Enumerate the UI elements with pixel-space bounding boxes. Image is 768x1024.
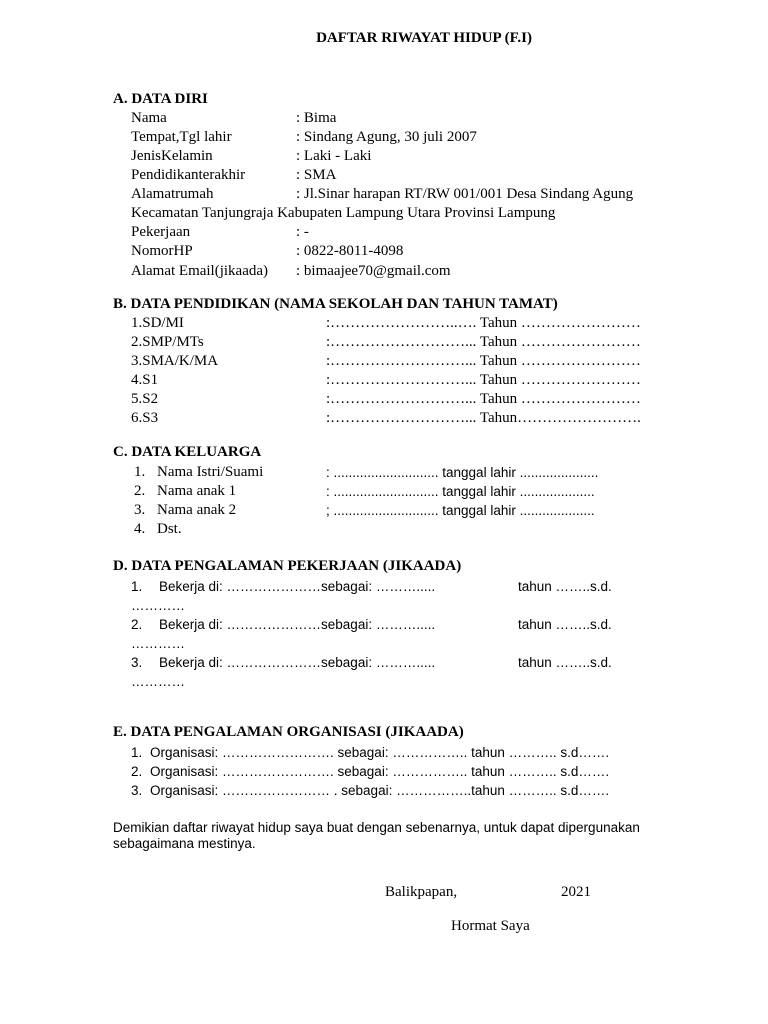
list-number: 2. — [131, 764, 143, 779]
work-entry: Bekerja di: …………………sebagai: ………..... — [159, 617, 436, 632]
field-label: Alamat Email(jikaada) — [131, 263, 269, 279]
page-title: DAFTAR RIWAYAT HIDUP (F.I) — [316, 30, 532, 46]
education-label: 3.SMA/K/MA — [131, 353, 219, 369]
list-number: 3. — [134, 502, 146, 518]
family-value: : ............................ tanggal lahir ..................... — [326, 465, 599, 480]
list-number: 1. — [131, 579, 143, 594]
education-value: :……………………..…. Tahun …………………… — [326, 315, 641, 331]
work-continuation: ………… — [131, 636, 185, 651]
family-value: : ............................ tanggal lahir .................... — [326, 484, 595, 499]
field-value: : 0822-8011-4098 — [296, 243, 404, 259]
education-value: :………………………... Tahun……………………. — [326, 410, 641, 426]
family-value: ; ............................ tanggal lahir .................... — [326, 503, 595, 518]
list-number: 4. — [134, 521, 146, 537]
education-value: :………………………... Tahun …………………… — [326, 372, 641, 388]
field-value: : SMA — [296, 167, 337, 183]
list-number: 3. — [131, 783, 143, 798]
field-label: Tempat,Tgl lahir — [131, 129, 232, 145]
section-heading-data-diri: A. DATA DIRI — [113, 91, 208, 107]
address-continuation: Kecamatan Tanjungraja Kabupaten Lampung Utara Provinsi Lampung — [131, 205, 556, 221]
signature-year: 2021 — [561, 884, 591, 900]
org-entry: Organisasi: …………………… . sebagai: ……………..tahun ……….. s.d……. — [150, 783, 610, 798]
list-number: 2. — [134, 483, 146, 499]
list-number: 1. — [134, 464, 146, 480]
section-heading-pendidikan: B. DATA PENDIDIKAN (NAMA SEKOLAH DAN TAHUN TAMAT) — [113, 296, 558, 312]
closing-statement-cont: sebagaimana mestinya. — [113, 836, 256, 851]
field-value: : Laki - Laki — [296, 148, 372, 164]
field-label: Pekerjaan — [131, 224, 191, 240]
section-heading-organisasi: E. DATA PENGALAMAN ORGANISASI (JIKAADA) — [113, 724, 464, 740]
field-label: Alamatrumah — [131, 186, 214, 202]
field-value: : Sindang Agung, 30 juli 2007 — [296, 129, 477, 145]
family-label: Dst. — [157, 521, 182, 537]
family-label: Nama Istri/Suami — [157, 464, 264, 480]
signature-place: Balikpapan, — [385, 884, 458, 900]
field-label: Pendidikanterakhir — [131, 167, 246, 183]
work-year: tahun ……..s.d. — [518, 655, 612, 670]
work-year: tahun ……..s.d. — [518, 617, 612, 632]
work-year: tahun ……..s.d. — [518, 579, 612, 594]
org-entry: Organisasi: ……………………. sebagai: …………….. tahun ……….. s.d……. — [150, 745, 610, 760]
org-entry: Organisasi: ……………………. sebagai: …………….. tahun ……….. s.d……. — [150, 764, 610, 779]
field-value: : bimaajee70@gmail.com — [296, 263, 451, 279]
list-number: 1. — [131, 745, 143, 760]
education-value: :………………………... Tahun …………………… — [326, 391, 641, 407]
education-label: 2.SMP/MTs — [131, 334, 204, 350]
education-value: :………………………... Tahun …………………… — [326, 353, 641, 369]
field-label: JenisKelamin — [131, 148, 213, 164]
section-heading-pekerjaan: D. DATA PENGALAMAN PEKERJAAN (JIKAADA) — [113, 558, 462, 574]
work-entry: Bekerja di: …………………sebagai: ………..... — [159, 655, 436, 670]
education-label: 5.S2 — [131, 391, 159, 407]
education-label: 4.S1 — [131, 372, 159, 388]
education-value: :………………………... Tahun …………………… — [326, 334, 641, 350]
field-label: Nama — [131, 110, 167, 126]
field-value: : Bima — [296, 110, 337, 126]
education-label: 6.S3 — [131, 410, 159, 426]
list-number: 3. — [131, 655, 143, 670]
work-continuation: ………… — [131, 674, 185, 689]
work-entry: Bekerja di: …………………sebagai: ………..... — [159, 579, 436, 594]
list-number: 2. — [131, 617, 143, 632]
section-heading-keluarga: C. DATA KELUARGA — [113, 444, 262, 460]
signature-greeting: Hormat Saya — [451, 918, 530, 934]
education-label: 1.SD/MI — [131, 315, 184, 331]
field-value: : Jl.Sinar harapan RT/RW 001/001 Desa Sindang Agung — [296, 186, 634, 202]
family-label: Nama anak 1 — [157, 483, 237, 499]
field-value: : - — [296, 224, 309, 240]
closing-statement: Demikian daftar riwayat hidup saya buat dengan sebenarnya, untuk dapat dipergunakan — [113, 820, 640, 835]
field-label: NomorHP — [131, 243, 193, 259]
family-label: Nama anak 2 — [157, 502, 237, 518]
work-continuation: ………… — [131, 598, 185, 613]
